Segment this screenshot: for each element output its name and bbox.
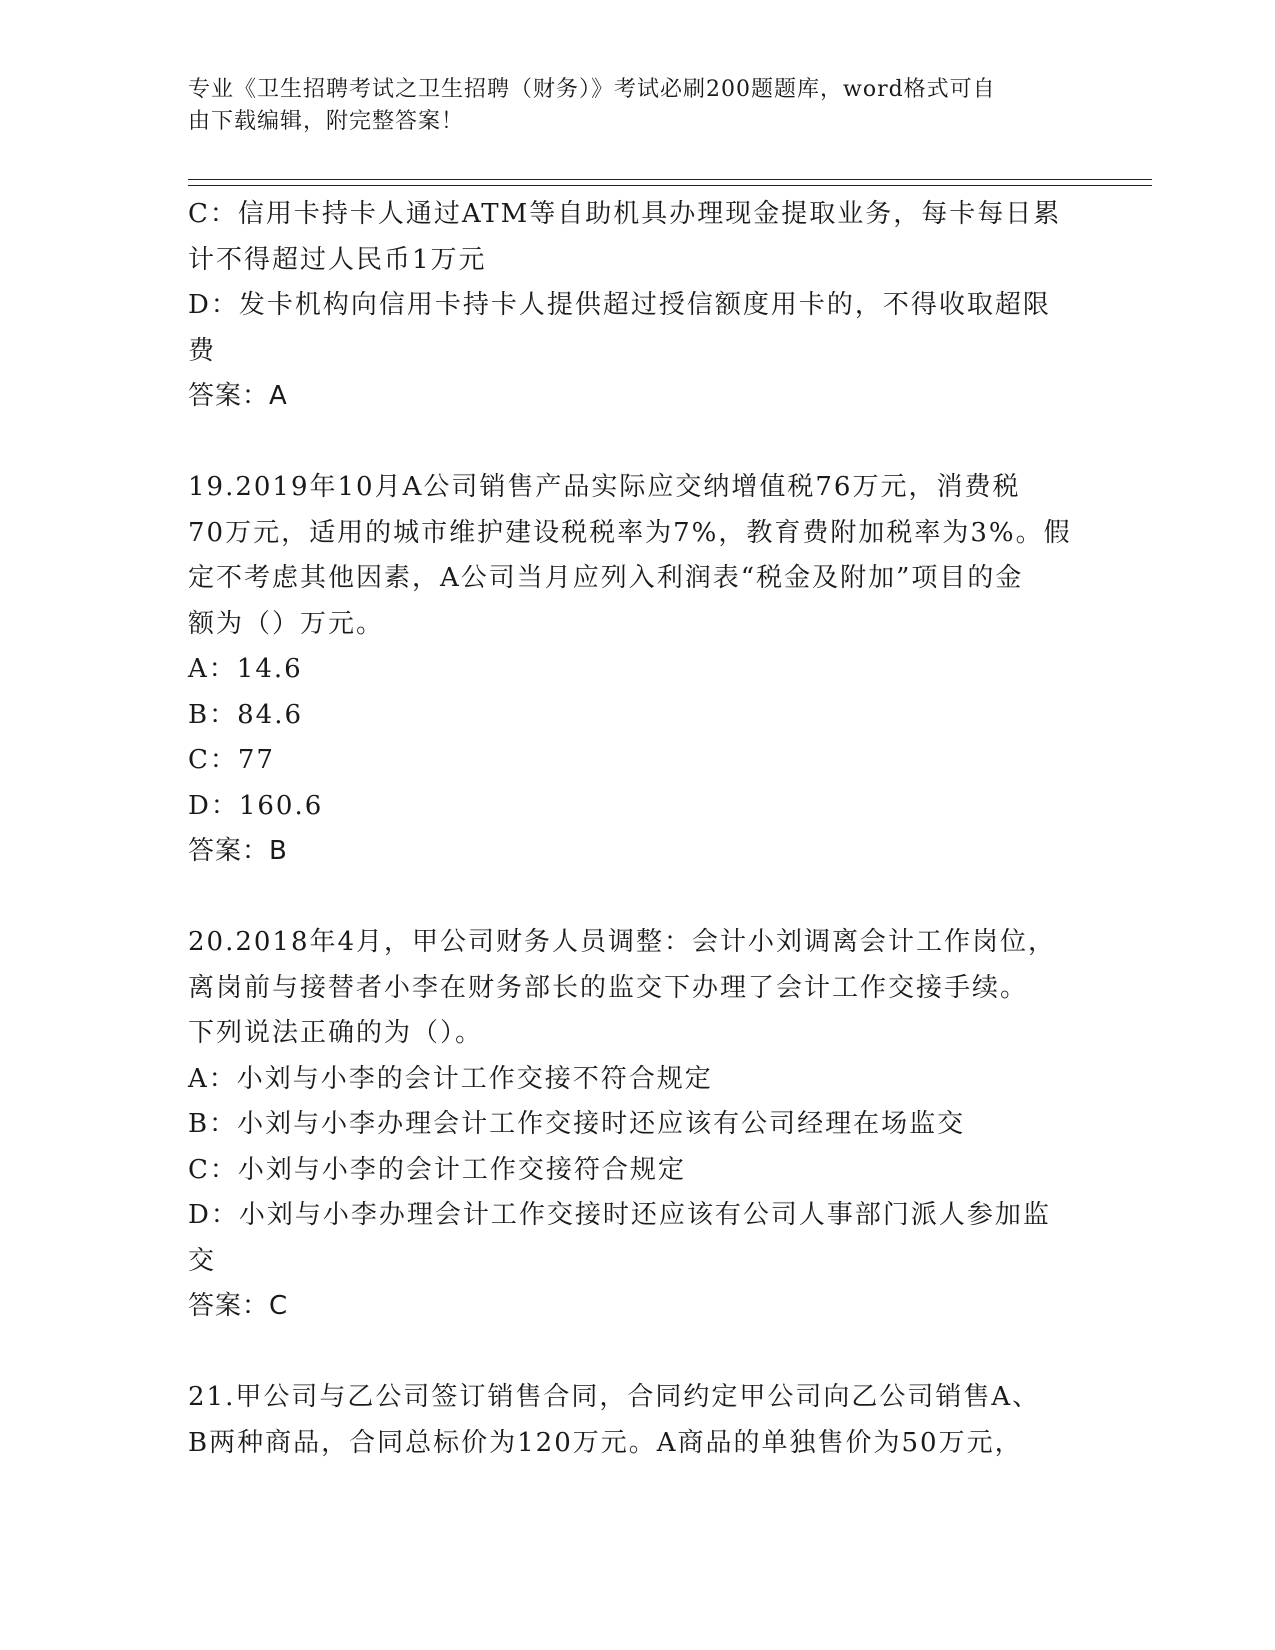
question-20 xyxy=(188,920,1088,1330)
spacer xyxy=(188,420,1088,466)
q20-option-d-line-1: D：小刘与小李办理会计工作交接时还应该有公司人事部门派人参加监 xyxy=(188,1200,1051,1230)
q21-stem-line-2: B两种商品，合同总标价为120万元。A商品的单独售价为50万元， xyxy=(188,1427,1023,1458)
q19-stem-line-1: 19.2019年10月A公司销售产品实际应交纳增值税76万元，消费税 xyxy=(188,472,1021,502)
question-21 xyxy=(188,1375,1088,1466)
q20-option-c: C：小刘与小李的会计工作交接符合规定 xyxy=(188,1154,686,1185)
document-header xyxy=(188,74,1068,138)
q18-option-c-line-2: 计不得超过人民币1万元 xyxy=(188,244,487,275)
spacer xyxy=(188,1330,1088,1376)
q20-stem-line-2: 离岗前与接替者小李在财务部长的监交下办理了会计工作交接手续。 xyxy=(188,972,1029,1003)
q19-stem-line-2: 70万元，适用的城市维护建设税税率为7%，教育费附加税率为3%。假 xyxy=(188,517,1072,548)
q20-stem-line-3: 下列说法正确的为（）。 xyxy=(188,1018,484,1048)
spacer xyxy=(188,875,1088,921)
q18-option-d-line-1: D：发卡机构向信用卡持卡人提供超过授信额度用卡的，不得收取超限 xyxy=(188,290,1051,320)
q20-answer: 答案：C xyxy=(188,1291,289,1321)
q19-option-a: A：14.6 xyxy=(188,654,303,684)
q19-answer: 答案：B xyxy=(188,836,288,866)
header-rule-top xyxy=(188,179,1152,180)
q19-option-b: B：84.6 xyxy=(188,699,303,730)
header-title-line-2: 由下载编辑，附完整答案！ xyxy=(188,109,465,134)
question-19 xyxy=(188,465,1088,875)
q20-stem-line-1: 20.2018年4月，甲公司财务人员调整：会计小刘调离会计工作岗位， xyxy=(188,927,1057,957)
q20-option-b: B：小刘与小李办理会计工作交接时还应该有公司经理在场监交 xyxy=(188,1109,966,1139)
q20-option-d-line-2: 交 xyxy=(188,1245,217,1276)
q19-stem-line-4: 额为（）万元。 xyxy=(188,608,385,639)
document-body xyxy=(188,192,1088,1466)
q19-stem-line-3: 定不考虑其他因素，A公司当月应列入利润表“税金及附加”项目的金 xyxy=(188,563,1024,593)
q18-answer: 答案：A xyxy=(188,381,288,411)
question-18-tail xyxy=(188,192,1088,420)
q20-option-a: A：小刘与小李的会计工作交接不符合规定 xyxy=(188,1063,713,1094)
q19-option-c: C：77 xyxy=(188,745,275,775)
q18-option-c-line-1: C：信用卡持卡人通过ATM等自助机具办理现金提取业务，每卡每日累 xyxy=(188,199,1062,229)
q19-option-d: D：160.6 xyxy=(188,790,324,821)
q21-stem-line-1: 21.甲公司与乙公司签订销售合同，合同约定甲公司向乙公司销售A、 xyxy=(188,1382,1041,1412)
q18-option-d-line-2: 费 xyxy=(188,335,217,366)
header-rule-bottom xyxy=(188,185,1152,186)
header-title-line-1: 专业《卫生招聘考试之卫生招聘（财务）》考试必刷200题题库，word格式可自 xyxy=(188,77,996,102)
